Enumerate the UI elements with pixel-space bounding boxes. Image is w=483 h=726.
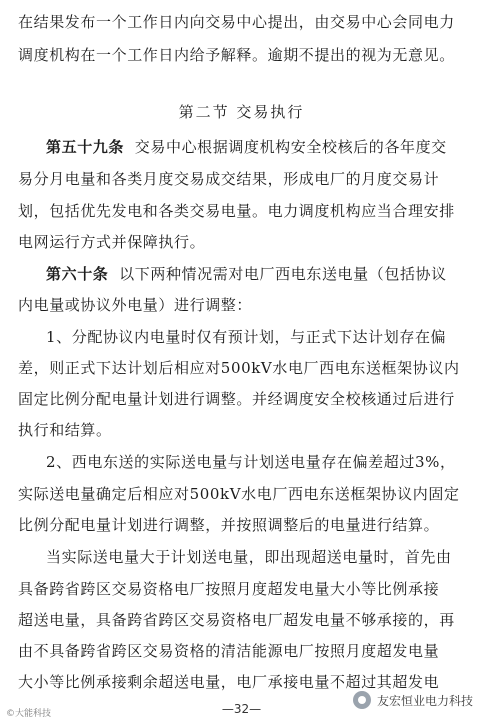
text-line: 差，则正式下达计划后相应对500kV水电厂西电东送框架协议内 [18,359,460,377]
watermark-left-text: ©大能科技 [6,709,52,719]
text-line: 电网运行方式并保障执行。 [18,233,206,251]
text-line: 由不具备跨省跨区交易资格的清洁能源电厂按照月度超发电量 [18,642,440,660]
text-line: 易分月电量和各类月度交易成交结果，形成电厂的月度交易计 [18,170,440,188]
watermark-right-text: 友宏恒业电力科技 [376,693,473,708]
section-heading: 第二节 交易执行 [178,103,305,121]
text-line: 内电量或协议外电量）进行调整： [18,296,253,314]
page-number: —32— [221,702,262,716]
text-line: 划，包括优先发电和各类交易电量。电力调度机构应当合理安排 [18,202,455,220]
watermark-right [353,691,473,709]
text-line: 比例分配电量计划进行调整，并按照调整后的电量进行结算。 [18,516,440,534]
text-line: 执行和结算。 [18,421,112,439]
text-line: 在结果发布一个工作日内向交易中心提出，由交易中心会同电力 [18,13,455,31]
text-line: 调度机构在一个工作日内给予解释。逾期不提出的视为无意见。 [18,46,455,64]
article-59-first-line [46,137,466,157]
article-60-first-line [46,264,466,284]
text-line: 超送电量，具备跨省跨区交易资格电厂超发电量不够承接的，再 [18,611,455,629]
text-line: 固定比例分配电量计划进行调整。并经调度安全校核通过后进行 [18,390,455,408]
text-line: 大小等比例承接剩余超送电量，电厂承接电量不超过其超发电 [18,673,440,691]
text-line: 实际送电量确定后相应对500kV水电厂西电东送框架协议内固定 [18,485,460,503]
text-line: 当实际送电量大于计划送电量，即出现超送电量时，首先由 [46,548,452,566]
article-59-label: 第五十九条 [46,138,125,156]
text-line: 1、分配协议内电量时仅有预计划，与正式下达计划存在偏 [46,328,447,346]
article-60-label: 第六十条 [46,265,109,283]
text-line: 具备跨省跨区交易资格电厂按照月度超发电量大小等比例承接 [18,580,440,598]
text-line: 2、西电东送的实际送电量与计划送电量存在偏差超过3%， [46,453,456,471]
watermark-left [6,706,51,719]
text-line: 交易中心根据调度机构安全校核后的各年度交 [134,138,447,156]
text-line: 以下两种情况需对电厂西电东送电量（包括协议 [119,265,447,283]
wechat-logo-icon [353,691,371,709]
